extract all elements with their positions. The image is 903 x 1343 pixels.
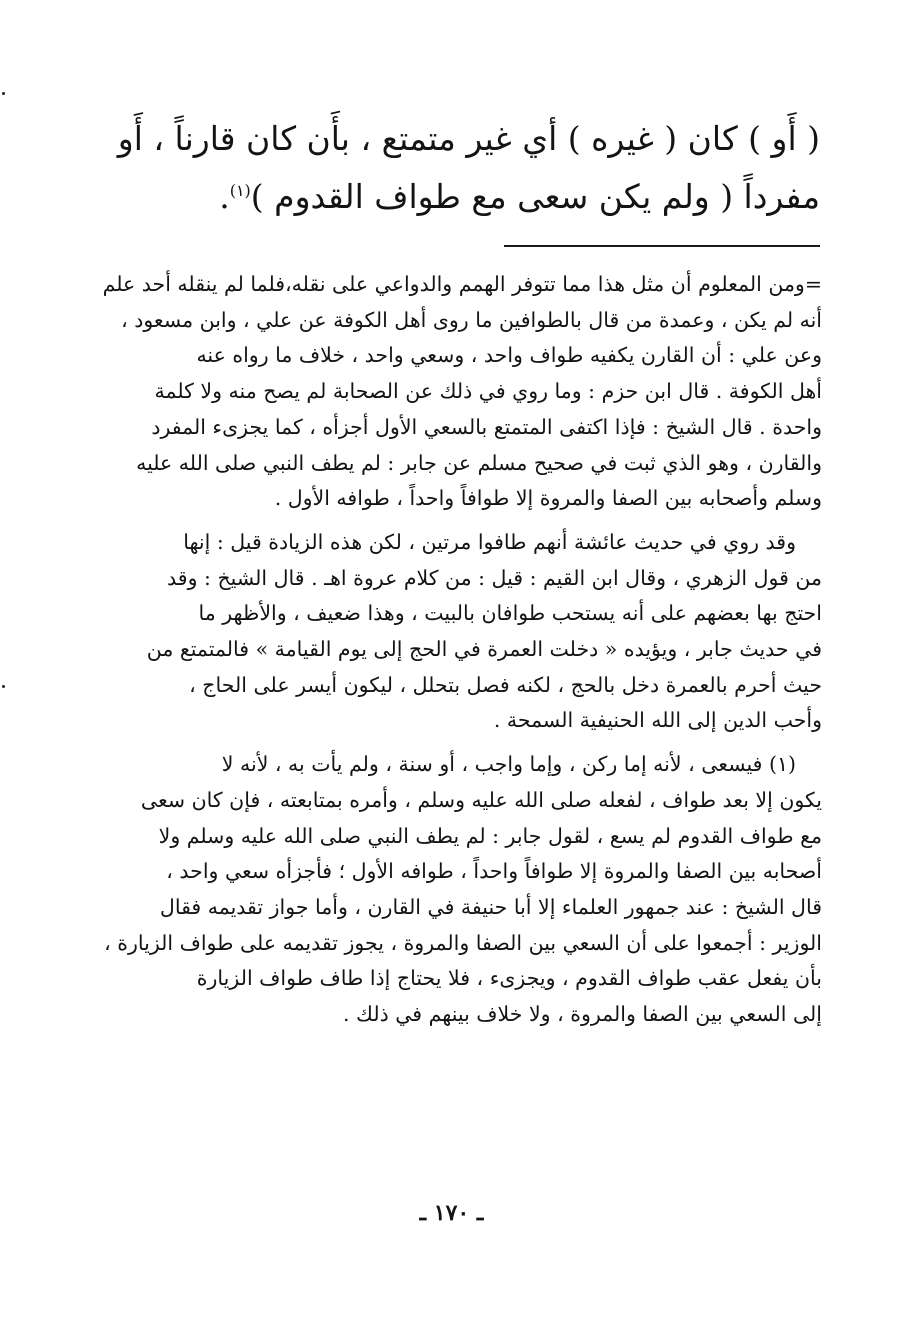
footnote-second-paragraph (78, 525, 822, 739)
footnote-line: يكون إلا بعد طواف ، لفعله صلى الله عليه وسلم ، وأمره بمتابعته ، فإن كان سعى (140, 787, 822, 812)
margin-speck-top (2, 92, 5, 95)
footnote-line: (١) فيسعى ، لأنه إما ركن ، وإما واجب ، أو سنة ، ولم يأت به ، لأنه لا (221, 752, 796, 777)
footnote-line: والقارن ، وهو الذي ثبت في صحيح مسلم عن جابر : لم يطف النبي صلى الله عليه (136, 450, 822, 475)
footnote-line: =ومن المعلوم أن مثل هذا مما تتوفر الهمم والدواعي على نقله،فلما لم ينقله أحد علم (102, 272, 822, 296)
page-number: ـ ١٧٠ ـ (419, 1200, 484, 1226)
footnote-reference: (١) (229, 181, 251, 200)
main-text-line-2-end: . (219, 177, 230, 216)
footnote-line: وسلم وأصحابه بين الصفا والمروة إلا طوافاً واحداً ، طوافه الأول . (274, 486, 822, 511)
paragraph-gap (78, 739, 822, 747)
footnote-line: من قول الزهري ، وقال ابن القيم : قيل : من كلام عروة اهـ . قال الشيخ : وقد (167, 565, 822, 590)
footnote-line: وقد روي في حديث عائشة أنهم طافوا مرتين ، لكن هذه الزيادة قيل : إنها (183, 529, 796, 554)
footnote-line: إلى السعي بين الصفا والمروة ، ولا خلاف بينهم في ذلك . (343, 1002, 822, 1027)
main-text-line-1: ( أَو ) كان ( غيره ) أي غير متمتع ، بأَن كان قارناً ، أَو (117, 119, 820, 158)
footnote-line: قال الشيخ : عند جمهور العلماء إلا أبا حنيفة في القارن ، وأما جواز تقديمه فقال (159, 894, 822, 919)
footnote-line: أهل الكوفة . قال ابن حزم : وما روي في ذلك عن الصحابة لم يصح منه ولا كلمة (154, 379, 822, 404)
footnote-line: حيث أحرم بالعمرة دخل بالحج ، لكنه فصل بتحلل ، ليكون أيسر على الحاج ، (189, 672, 822, 697)
footnote-1 (78, 747, 822, 1033)
main-text-line-2 (78, 168, 820, 226)
footnote-line: الوزير : أجمعوا على أن السعي بين الصفا والمروة ، يجوز تقديمه على طواف الزيارة ، (104, 930, 822, 955)
margin-speck-middle (2, 685, 5, 688)
footnote-line: احتج بها بعضهم على أنه يستحب طوافان بالبيت ، وهذا ضعيف ، والأظهر ما (198, 601, 822, 626)
footnote-divider (504, 245, 820, 247)
paragraph-gap (78, 517, 822, 525)
footnote-line: وأحب الدين إلى الله الحنيفية السمحة . (493, 708, 822, 733)
footnotes-block (78, 267, 822, 1033)
footnote-line: في حديث جابر ، ويؤيده « دخلت العمرة في الحج إلى يوم القيامة » فالمتمتع من (146, 637, 822, 662)
footnote-line: أصحابه بين الصفا والمروة إلا طوافاً واحداً ، طوافه الأول ؛ فأجزأه سعي واحد ، (166, 859, 822, 884)
footnote-line: أنه لم يكن ، وعمدة من قال بالطوافين ما روى أهل الكوفة عن علي ، وابن مسعود ، (121, 307, 822, 332)
footnote-continuation-paragraph (78, 267, 822, 517)
footnote-line: بأن يفعل عقب طواف القدوم ، ويجزىء ، فلا يحتاج إذا طاف طواف الزيارة (196, 966, 822, 991)
main-text-line-2-body: مفرداً ( ولم يكن سعى مع طواف القدوم ) (250, 177, 820, 216)
footnote-line: واحدة . قال الشيخ : فإذا اكتفى المتمتع بالسعي الأول أجزأه ، كما يجزىء المفرد (151, 414, 822, 439)
footnote-line: مع طواف القدوم لم يسع ، لقول جابر : لم يطف النبي صلى الله عليه وسلم ولا (158, 823, 822, 848)
main-text-block (78, 110, 820, 226)
footnote-line: وعن علي : أن القارن يكفيه طواف واحد ، وسعي واحد ، خلاف ما رواه عنه (196, 343, 822, 368)
